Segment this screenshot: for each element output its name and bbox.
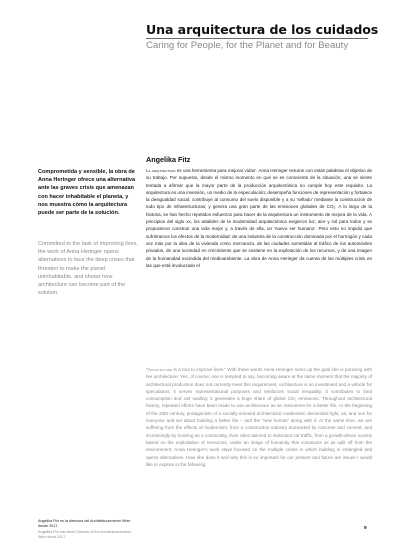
- page-subtitle: Caring for People, for the Planet and for Beauty: [146, 40, 349, 51]
- spanish-lead-in: La arquitectura: [146, 168, 176, 173]
- page-number: 9: [364, 526, 367, 531]
- english-lead-in: “Architecture: [146, 367, 173, 372]
- author-caption-english: Angelika Fitz has been Director of the Architekturzentrum Wien since 2017.: [38, 530, 132, 540]
- pull-quote-english: Committed to the task of improving lives, the work of Anna Heringer opens alternatives to face the deep crises that threaten to make the planet uninhabitable, and shows how architecture can become part of the solution.: [38, 241, 138, 297]
- pull-quote-spanish: Comprometida y sensible, la obra de Anna Heringer ofrece una alternativa ante las graves crisis que amenazan con hacer inhabitable el planeta, y nos muestra cómo la arquitectura puede ser parte de la solución.: [38, 169, 136, 217]
- title-rule: [146, 38, 368, 39]
- english-body-text: is a tool to improve lives.” With these words Anna Heringer sums up the goal she is pursuing with her architecture. Yes, of course; one is tempted to say, becoming aware at the same moment that the majority of architectural production does not currently meet this requirement. Architecture is an investment and a vehicle for speculation; it serves representational purposes and reinforces social inequality; it contributes to land consumption and soil sealing; it generates a huge share of global CO₂ emissions. Throughout architectural history, repeated efforts have been made to use architecture as an instrument for a better life. At the beginning of the 20th century, protagonists of a socially-oriented architectural modernism demanded light, air, and sun for everyone and set about building a better life – and the “new human” along with it. At the same time, we are suffering from the effects of modernism, from a construction industry dominated by concrete and cement, and increasingly by housing as a commodity, from cities tailored to individual car traffic, from a growth-driven society based on the exploitation of resources, under an image of humanity that constructs us as split off from the environment. Anna Heringer's work stays focused on the multiple crises in which building is entangled and opens alternatives. How she does it and why this is so important for our present and future are issues I would like to explore in the following.: [146, 367, 372, 467]
- article-body-spanish: [146, 167, 372, 269]
- author-caption-spanish: Angelika Fitz es la directora del Architekturzentrum Wien desde 2017.: [38, 519, 131, 529]
- page-title: Una arquitectura de los cuidados: [146, 22, 379, 37]
- article-body-english: [146, 366, 372, 468]
- article-author: Angelika Fitz: [146, 155, 191, 164]
- spanish-body-text: es una herramienta para mejorar vidas'. Anna Heringer resume con estas palabras el objetivo de su trabajo. Por supuesto, desde el mismo momento en que se es consciente de la situación, una se siente tentada a afirmar que la mayor parte de la producción arquitectónica no cumple hoy este requisito. La arquitectura es una inversión, un medio de la especulación; desempeña funciones de representación y fortalece la desigualdad social; contribuye al consumo del suelo disponible y a su 'sellado' mediante la construcción de todo tipo de infraestructuras; y genera una gran parte de las emisiones globales de CO₂. A lo largo de la historia, se han hecho repetidos esfuerzos para hacer de la arquitectura un instrumento de mejora de la vida. A principios del siglo xx, los adalides de la modernidad arquitectónica exigieron luz, aire y sol para todos y se propusieron construir una vida mejor y, a través de ella, un 'nuevo ser humano'. Pero esto no impidió que sufriéramos los efectos de la modernidad: de una industria de la construcción dominada por el hormigón y cada vez más por la idea de la vivienda como mercancía, de las ciudades sometidas al tráfico de los automóviles privados, de una sociedad en crecimiento que se sostiene en la explotación de los recursos, y de una imagen de la humanidad escindida del medioambiente. La obra de Anna Heringer da cuenta de las múltiples crisis en las que está involucrado el: [146, 168, 372, 268]
